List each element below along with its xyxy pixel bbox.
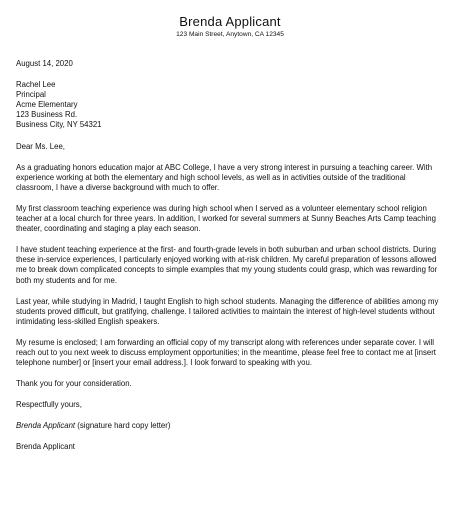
recipient-block bbox=[16, 80, 444, 130]
paragraph-first-experience: My first classroom teaching experience was during high school when I served as a volunteer elementary school religion teacher at a local church for three years. In addition, I worked for several summers at Sunny Beaches Arts Camp teaching theater, coordinating and staging a play each season. bbox=[16, 203, 436, 234]
sender-name: Brenda Applicant bbox=[179, 14, 281, 29]
paragraph-resume: My resume is enclosed; I am forwarding an official copy of my transcript along with references under separate cover. I will reach out to you next week to discuss employment opportunities; in the meantime, please feel free to contact me at [insert telephone number] or [insert your email address.]. I look forward to speaking with you. bbox=[16, 337, 436, 368]
paragraph-madrid: Last year, while studying in Madrid, I taught English to high school students. Managing the difference of abilities among my students proved difficult, but gratifying, challenge. I tailored activities to maintain the interest of high-level students without intimidating less-skilled English speakers. bbox=[16, 296, 439, 326]
salutation: Dear Ms. Lee, bbox=[16, 141, 65, 151]
recipient-name: Rachel Lee bbox=[16, 80, 56, 90]
recipient-street: 123 Business Rd. bbox=[16, 110, 78, 120]
letter-date: August 14, 2020 bbox=[16, 59, 73, 68]
signed-name: Brenda Applicant bbox=[16, 442, 75, 452]
sender-address: 123 Main Street, Anytown, CA 12345 bbox=[176, 31, 284, 38]
letter-body bbox=[16, 59, 444, 453]
signature-name: Brenda Applicant bbox=[16, 421, 76, 431]
valediction: Respectfully yours, bbox=[16, 400, 82, 410]
closing-line: Thank you for your consideration. bbox=[16, 379, 132, 389]
letterhead bbox=[16, 14, 444, 39]
recipient-organization: Acme Elementary bbox=[16, 100, 78, 110]
recipient-city: Business City, NY 54321 bbox=[16, 120, 102, 130]
signature-line bbox=[16, 421, 444, 431]
recipient-title: Principal bbox=[16, 90, 46, 100]
signature-note: (signature hard copy letter) bbox=[75, 421, 171, 431]
paragraph-intro: As a graduating honors education major at ABC College, I have a very strong interest in pursuing a teaching career. With experience working at both the elementary and high school levels, as well as in activities outside of the traditional classroom, I have a diverse background with much to offer. bbox=[16, 162, 433, 192]
paragraph-student-teaching: I have student teaching experience at the first- and fourth-grade levels in both suburban and urban school districts. During these in-service experiences, I particularly enjoyed working with at-risk children. My careful preparation of lessons allowed me to break down complicated concepts to simple examples that my young students could grasp, which was rewarding for both my students and for me. bbox=[16, 245, 438, 285]
